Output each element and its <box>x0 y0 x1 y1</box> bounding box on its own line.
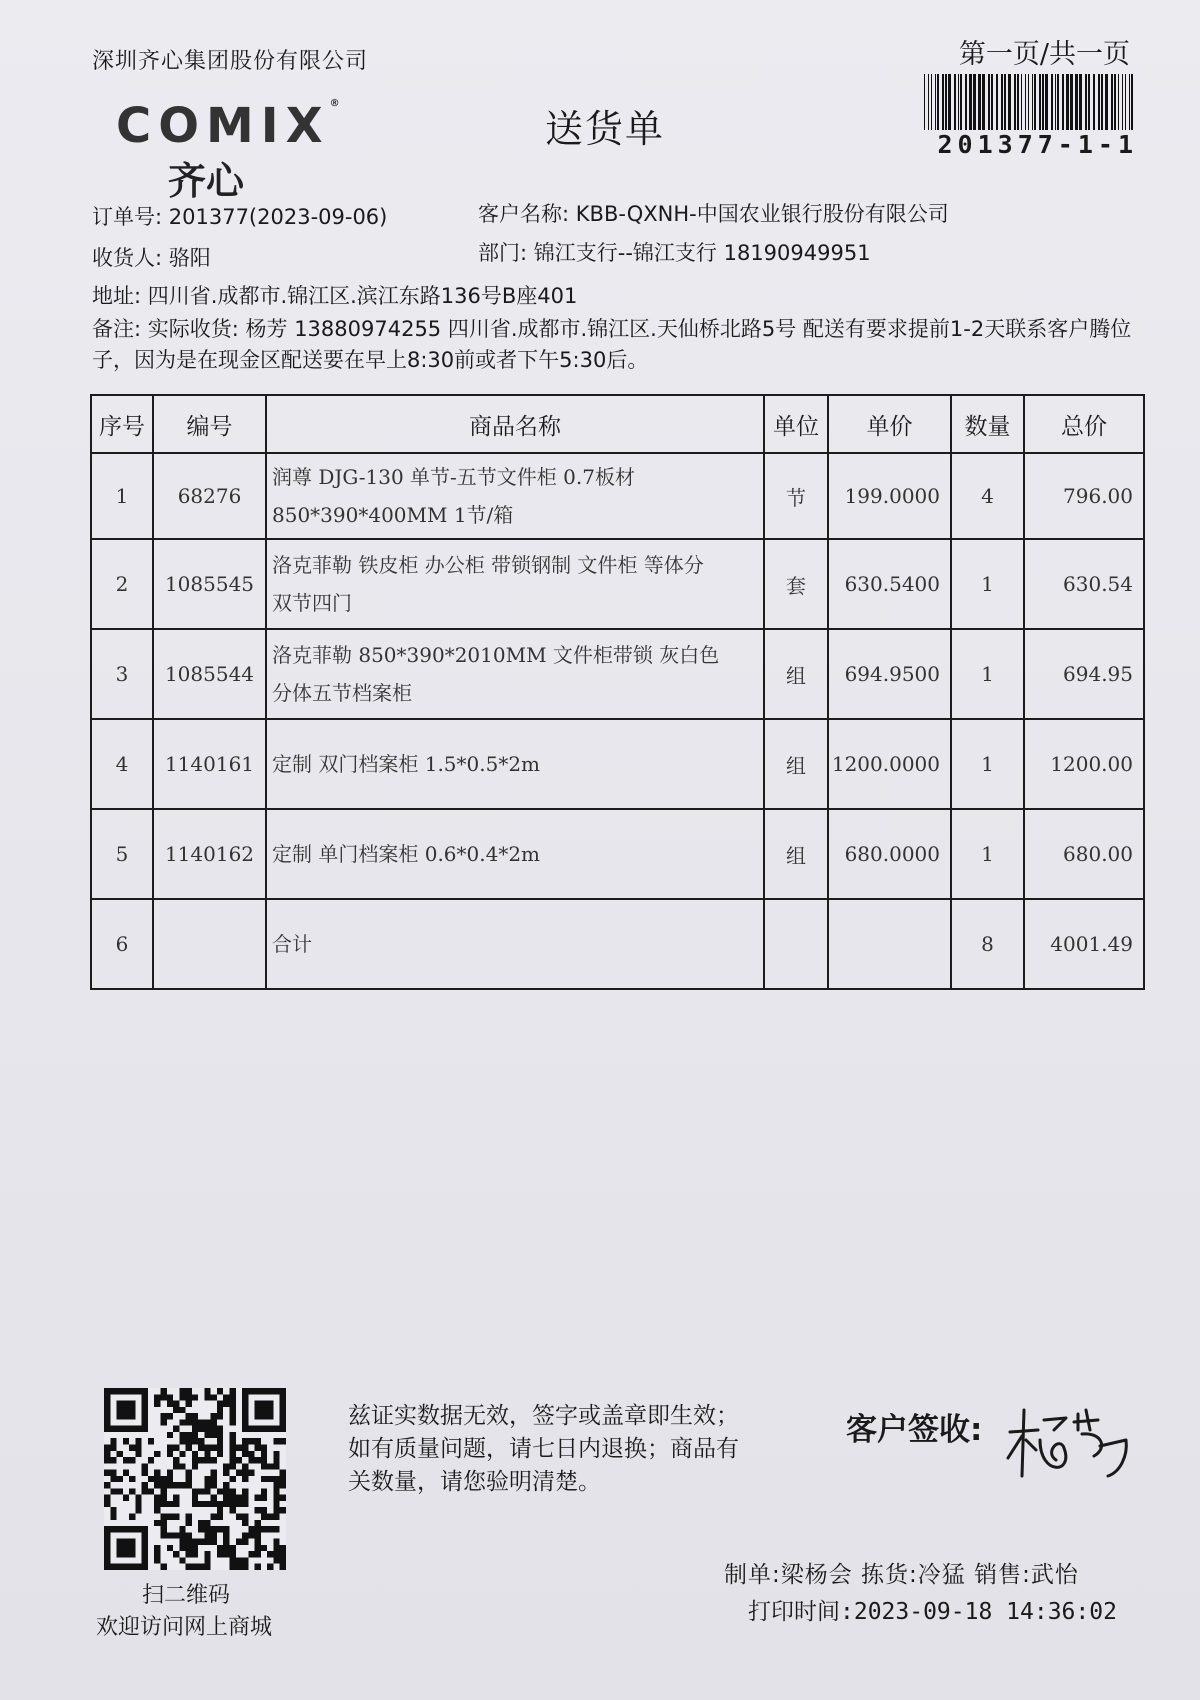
cell-total: 796.00 <box>1024 453 1144 539</box>
cell-total: 1200.00 <box>1024 719 1144 809</box>
address-label: 地址: <box>92 284 142 308</box>
items-table <box>90 394 1145 990</box>
table-row <box>91 453 1144 539</box>
cell-seq: 4 <box>91 719 153 809</box>
cell-seq: 1 <box>91 453 153 539</box>
table-row <box>91 539 1144 629</box>
cell-unit: 套 <box>764 539 828 629</box>
table-row-total <box>91 899 1144 989</box>
qr-code-image <box>104 1388 286 1570</box>
table-row <box>91 809 1144 899</box>
order-number-label: 订单号: <box>92 205 163 229</box>
notice-text: 兹证实数据无效，签字或盖章即生效；如有质量问题，请七日内退换；商品有关数量，请您验明清楚。 <box>348 1403 739 1495</box>
remark <box>92 314 1132 376</box>
col-header-qty: 数量 <box>951 395 1024 453</box>
col-header-seq: 序号 <box>91 395 153 453</box>
cell-total: 694.95 <box>1024 629 1144 719</box>
table-header-row <box>91 395 1144 453</box>
staff-info: 制单:梁杨会 拣货:冷猛 销售:武怡 <box>724 1562 1079 1588</box>
department <box>478 237 871 267</box>
cell-product: 洛克菲勒 铁皮柜 办公柜 带锁钢制 文件柜 等体分 双节四门 <box>266 539 764 629</box>
qr-caption-mall: 欢迎访问网上商城 <box>96 1615 273 1640</box>
cell-seq: 2 <box>91 539 153 629</box>
company-name: 深圳齐心集团股份有限公司 <box>92 49 369 74</box>
cell-code <box>153 899 266 989</box>
cell-total: 680.00 <box>1024 809 1144 899</box>
page-indicator: 第一页/共一页 <box>958 39 1130 70</box>
customer-name-label: 客户名称: <box>478 202 570 226</box>
remark-value: 实际收货: 杨芳 13880974255 四川省.成都市.锦江区.天仙桥北路5号 配送有要求提前1-2天联系客户腾位子，因为是在现金区配送要在早上8:30前或者下午5:30后。 <box>92 317 1132 372</box>
cell-price: 630.5400 <box>828 539 951 629</box>
cell-price: 694.9500 <box>828 629 951 719</box>
order-number <box>92 201 387 231</box>
qr-caption-scan: 扫二维码 <box>142 1583 231 1608</box>
print-time: 打印时间:2023-09-18 14:36:02 <box>748 1599 1117 1625</box>
cell-price: 680.0000 <box>828 809 951 899</box>
cell-unit: 组 <box>764 629 828 719</box>
cell-price: 199.0000 <box>828 453 951 539</box>
cell-price <box>828 899 951 989</box>
address <box>92 280 577 310</box>
order-number-value: 201377(2023-09-06) <box>168 205 388 229</box>
cell-product: 定制 双门档案柜 1.5*0.5*2m <box>266 719 764 809</box>
cell-code: 1140162 <box>153 809 266 899</box>
cell-qty: 8 <box>951 899 1024 989</box>
cell-price: 1200.0000 <box>828 719 951 809</box>
col-header-total: 总价 <box>1024 395 1144 453</box>
col-header-price: 单价 <box>828 395 951 453</box>
table-row <box>91 629 1144 719</box>
cell-qty: 1 <box>951 809 1024 899</box>
table-row <box>91 719 1144 809</box>
cell-seq: 6 <box>91 899 153 989</box>
comix-logo-chinese: 齐心 <box>168 159 245 203</box>
cell-qty: 1 <box>951 719 1024 809</box>
receiver <box>92 242 211 272</box>
cell-code: 1085544 <box>153 629 266 719</box>
cell-product: 定制 单门档案柜 0.6*0.4*2m <box>266 809 764 899</box>
cell-unit: 组 <box>764 809 828 899</box>
cell-unit: 节 <box>764 453 828 539</box>
receiver-label: 收货人: <box>92 246 163 270</box>
cell-qty: 1 <box>951 629 1024 719</box>
cell-qty: 4 <box>951 453 1024 539</box>
department-value: 锦江支行--锦江支行 18190949951 <box>533 241 871 265</box>
cell-qty: 1 <box>951 539 1024 629</box>
address-value: 四川省.成都市.锦江区.滨江东路136号B座401 <box>147 284 578 308</box>
cell-unit <box>764 899 828 989</box>
cell-total: 630.54 <box>1024 539 1144 629</box>
cell-product: 洛克菲勒 850*390*2010MM 文件柜带锁 灰白色 分体五节档案柜 <box>266 629 764 719</box>
remark-label: 备注: <box>92 317 142 341</box>
barcode-number: 201377-1-1 <box>937 130 1138 159</box>
col-header-code: 编号 <box>153 395 266 453</box>
col-header-unit: 单位 <box>764 395 828 453</box>
department-label: 部门: <box>478 241 528 265</box>
cell-code: 1085545 <box>153 539 266 629</box>
customer-sign-label: 客户签收: <box>846 1412 983 1448</box>
handwritten-signature <box>1004 1396 1132 1490</box>
cell-code: 68276 <box>153 453 266 539</box>
cell-code: 1140161 <box>153 719 266 809</box>
cell-seq: 3 <box>91 629 153 719</box>
cell-total: 4001.49 <box>1024 899 1144 989</box>
barcode-image <box>922 74 1140 130</box>
cell-unit: 组 <box>764 719 828 809</box>
receiver-value: 骆阳 <box>168 246 211 270</box>
cell-product: 合计 <box>266 899 764 989</box>
customer-name-value: KBB-QXNH-中国农业银行股份有限公司 <box>575 202 949 226</box>
cell-product: 润尊 DJG-130 单节-五节文件柜 0.7板材 850*390*400MM 1节/箱 <box>266 453 764 539</box>
customer-name <box>478 198 949 228</box>
col-header-product: 商品名称 <box>266 395 764 453</box>
comix-logo: COMIX® <box>116 98 340 154</box>
document-title: 送货单 <box>545 107 666 151</box>
cell-seq: 5 <box>91 809 153 899</box>
